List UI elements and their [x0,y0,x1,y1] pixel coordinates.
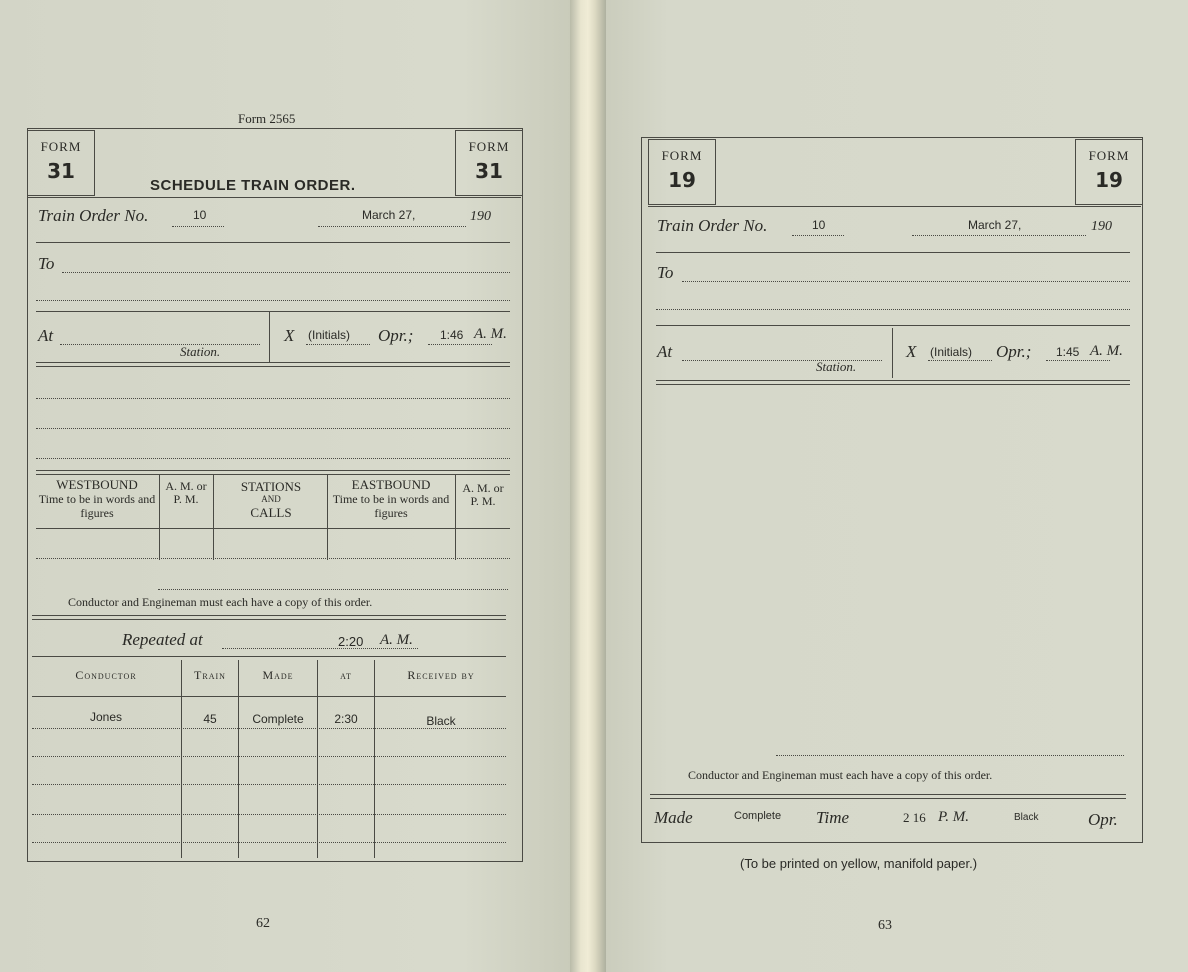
dotted-rule [36,458,510,459]
dotted-rule [62,272,510,273]
dotted-rule [792,235,844,236]
date-value: March 27, [362,208,416,222]
time-value: 1:45 [1056,345,1080,359]
form-number: 19 [668,168,696,192]
stations-calls: CALLS [250,505,292,520]
double-rule [656,380,1130,385]
at-label: At [657,342,673,361]
divider [181,660,182,858]
form-number: 31 [475,159,503,183]
dotted-rule [912,235,1086,236]
westbound-title: WESTBOUND [56,477,138,492]
form-label: FORM [1088,148,1130,163]
made-label: Made [654,808,693,827]
footer-time-ampm: P. M. [938,809,969,825]
rule [28,197,521,198]
receipt-header-at: at [340,668,352,682]
opr-label: Opr.; [996,342,1032,361]
left-form-box-right [455,130,523,196]
conductor-note: Conductor and Engineman must each have a copy of this order. [68,595,373,609]
initials-value: (Initials) [308,328,351,342]
am-pm-header-1: A. M. or P. M. [165,479,207,506]
receipt-header-conductor: Conductor [75,668,137,682]
dotted-rule [32,728,506,729]
dotted-rule [36,428,510,429]
footer-time-value: 2 16 [903,810,926,825]
dotted-rule [318,226,466,227]
time-label: Time [816,808,850,827]
dotted-rule [1046,360,1110,361]
schedule-title: SCHEDULE TRAIN ORDER. [150,177,356,194]
dotted-rule [306,344,370,345]
rule [36,311,510,312]
form-number-label: Form 2565 [238,111,296,126]
receipt-header-made: Made [262,668,294,682]
at-label: At [38,326,54,345]
dotted-rule [36,398,510,399]
divider [269,312,270,362]
right-form-box-left [648,139,716,205]
divider [892,328,893,378]
dotted-rule [60,344,260,345]
train-order-value: 10 [812,218,826,232]
form-number: 31 [47,159,75,183]
left-form-box-left [27,130,95,196]
divider [238,660,239,858]
ampm: A. M. [1090,343,1123,359]
form-label: FORM [468,139,510,154]
stations-header [216,480,326,519]
made-value: Complete [734,810,782,822]
divider [213,475,214,560]
year-prefix: 190 [1091,219,1112,234]
receipt-cell-made: Complete [252,712,304,726]
to-label: To [38,254,55,273]
received-value: Black [1014,812,1039,823]
book-gutter [570,0,606,972]
stations-and: AND [261,494,281,504]
initials-value: (Initials) [930,345,973,359]
rule [32,696,506,697]
page-number-left: 62 [256,916,270,931]
dotted-rule [776,755,1124,756]
dotted-rule [32,756,506,757]
x-label: X [906,342,917,361]
rule [656,325,1130,326]
station-label: Station. [816,359,857,374]
train-order-label: Train Order No. [38,206,149,225]
rule [32,656,506,657]
rule [648,206,1141,207]
receipt-cell-received: Black [426,714,456,728]
double-rule [650,794,1126,799]
right-form-box-right [1075,139,1143,205]
divider [374,660,375,858]
double-rule [36,362,510,367]
train-order-value: 10 [193,208,207,222]
receipt-header-received: Received by [407,668,475,682]
repeated-label: Repeated at [122,630,203,649]
westbound-sub: Time to be in words and figures [38,492,156,520]
dotted-rule [32,842,506,843]
to-label: To [657,263,674,282]
dotted-rule [656,309,1130,310]
opr-footer-label: Opr. [1088,810,1118,829]
station-label: Station. [180,344,221,359]
repeated-ampm: A. M. [380,632,413,648]
rule [656,252,1130,253]
eastbound-title: EASTBOUND [351,477,431,492]
westbound-header [36,478,158,520]
divider [327,475,328,560]
repeated-time: 2:20 [338,634,364,649]
divider [455,475,456,560]
dotted-rule [36,558,510,559]
year-prefix: 190 [470,209,491,224]
page-number-right: 63 [878,918,892,933]
x-label: X [284,326,295,345]
divider [159,475,160,560]
receipt-cell-conductor: Jones [89,710,123,724]
double-rule [36,470,510,475]
date-value: March 27, [968,218,1022,232]
printing-note: (To be printed on yellow, manifold paper.) [740,856,978,871]
stations-title: STATIONS [240,479,302,494]
receipt-cell-at: 2:30 [334,712,358,726]
form-number: 19 [1095,168,1123,192]
double-rule [32,615,506,620]
receipt-header-train: Train [194,668,226,682]
time-value: 1:46 [440,328,464,342]
conductor-note: Conductor and Engineman must each have a copy of this order. [688,768,993,782]
ampm: A. M. [474,326,507,342]
dotted-rule [928,360,992,361]
form-label: FORM [661,148,703,163]
dotted-rule [158,589,508,590]
eastbound-header [330,478,452,520]
dotted-rule [428,344,492,345]
opr-label: Opr.; [378,326,414,345]
rule [36,242,510,243]
receipt-cell-train: 45 [203,712,217,726]
rule [36,528,510,529]
divider [317,660,318,858]
dotted-rule [172,226,224,227]
form-label: FORM [40,139,82,154]
dotted-rule [32,784,506,785]
train-order-label: Train Order No. [657,216,768,235]
right-form-frame [641,137,1143,843]
dotted-rule [682,281,1130,282]
am-pm-header-2: A. M. or P. M. [462,481,504,508]
dotted-rule [32,814,506,815]
eastbound-sub: Time to be in words and figures [332,492,450,520]
dotted-rule [36,300,510,301]
